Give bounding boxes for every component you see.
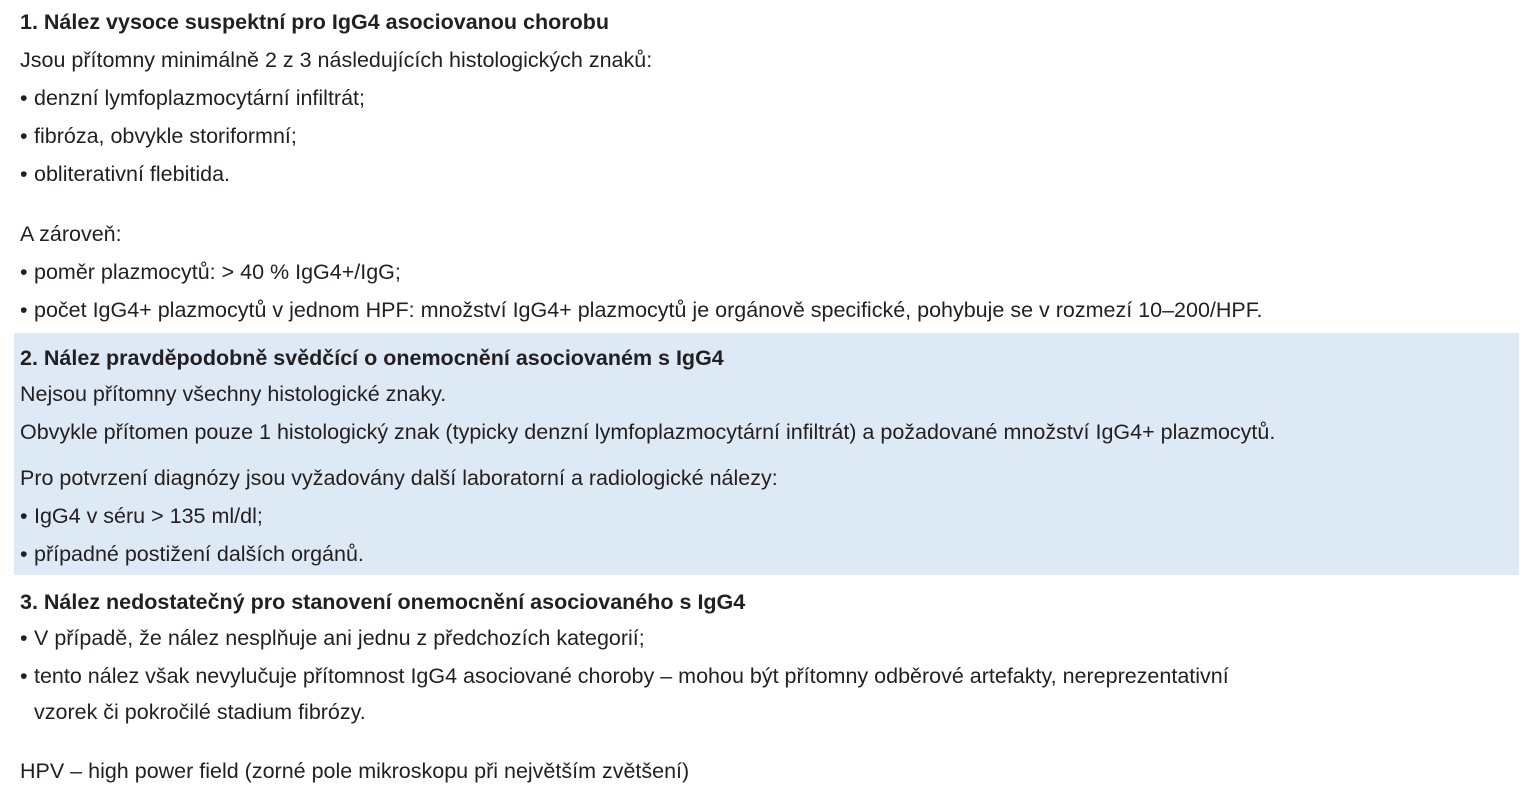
section-1-heading: 1. Nález vysoce suspektní pro IgG4 asociovanou chorobu bbox=[20, 10, 610, 34]
list-item: • denzní lymfoplazmocytární infiltrát; bbox=[20, 85, 365, 111]
section-2-line: Obvykle přítomen pouze 1 histologický znak (typicky denzní lymfoplazmocytární infiltrát) a požadované množství IgG4+ plazmocytů. bbox=[20, 420, 1276, 444]
section-2-line: Nejsou přítomny všechny histologické znaky. bbox=[20, 382, 447, 406]
also-label: A zároveň: bbox=[20, 222, 122, 246]
list-item: • V případě, že nález nesplňuje ani jednu z předchozích kategorií; bbox=[20, 625, 645, 651]
section-2-heading: 2. Nález pravděpodobně svědčící o onemocnění asociovaném s IgG4 bbox=[20, 346, 724, 370]
footnote: HPV – high power field (zorné pole mikroskopu při největším zvětšení) bbox=[20, 759, 690, 783]
list-item: • poměr plazmocytů: > 40 % IgG4+/IgG; bbox=[20, 259, 401, 285]
list-item: • fibróza, obvykle storiformní; bbox=[20, 123, 297, 149]
list-item: • IgG4 v séru > 135 ml/dl; bbox=[20, 503, 263, 529]
list-item-continuation: vzorek či pokročilé stadium fibrózy. bbox=[34, 700, 366, 724]
list-item: • počet IgG4+ plazmocytů v jednom HPF: množství IgG4+ plazmocytů je orgánově specifické, pohybuje se v rozmezí 10–200/HPF. bbox=[20, 297, 1263, 323]
list-item: • obliterativní flebitida. bbox=[20, 161, 230, 187]
list-item: • případné postižení dalších orgánů. bbox=[20, 541, 364, 567]
section-1-intro: Jsou přítomny minimálně 2 z 3 následujících histologických znaků: bbox=[20, 48, 653, 72]
section-3-heading: 3. Nález nedostatečný pro stanovení onemocnění asociovaného s IgG4 bbox=[20, 590, 746, 614]
section-2-line: Pro potvrzení diagnózy jsou vyžadovány další laboratorní a radiologické nálezy: bbox=[20, 466, 778, 490]
list-item: • tento nález však nevylučuje přítomnost IgG4 asociované choroby – mohou být přítomny odběrové artefakty, nereprezentativní bbox=[20, 663, 1229, 689]
